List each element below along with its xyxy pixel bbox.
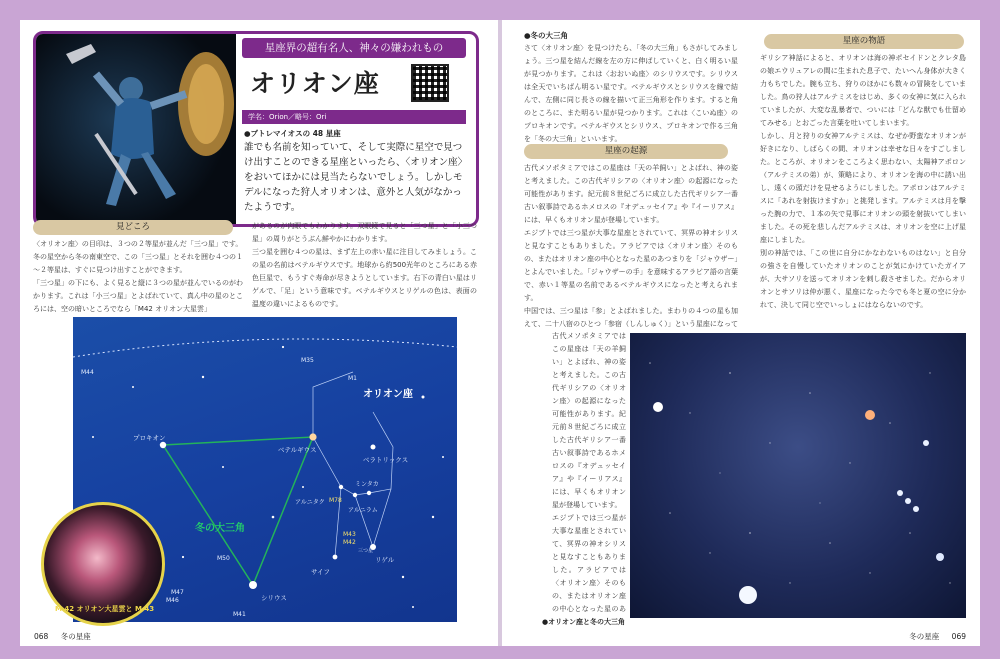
star-label-alnilam: アルニラム	[348, 507, 378, 514]
star-label-bellatrix: ベラトリックス	[363, 456, 409, 464]
story-text: ギリシア神話によると、オリオンは海の神ポセイドンとクレタ島の娘エウリュアレの間に生まれた息子で、たいへん身体が大きく力もちでした。腕も立ち、狩りのほかにも数々の冒険をしていました。鳥の狩人はアルテミスをはじめ、多くの女神に気に入られていましたが、大変な乱暴者で、ついには「どんな獣でも仕留めてみせる」とおごった言葉を吐いてしまいます。 しかし、月と狩りの女神アルテミスは、なぜか野蛮なオリオンが好きになり、しばらくの間、オリオンは幸せな日々をすごしました。ところが、オリオンをこころよく思わない、太陽神アポロン（アルテミスの弟）が、策略により、オリオンを海の中に誘い出し、遠くの頭だけを見せるようにしました。アポロンはアルテミスに「あれを射抜けますか」と挑発します。アルテミスは月を撃った腕の力で、１本の矢で見事にオリオンの頭を射抜いてしまいました。その死を悲しんだアルテミスは、オリオンを空に上げ星座にしました。 別の神話では、「この世に自分にかなわないものはない」と自分の強さを自慢していたオリオンのことが気にかけていたガイアが、大サソリを送ってオリオンを刺し殺させました。だからオリオンとサソリは仲が悪く、星座になった今でも冬と夏の空に分かれて、決して同じ空でいっしょにはならないのです。	[760, 54, 966, 309]
section-heading-story: 星座の物語	[764, 34, 964, 49]
midokoro-column-2: があるのが肉眼でもわかります。双眼鏡で見ると「三つ星」と「小三つ星」の周りがとうぶん鮮やかにわかります。 三つ星を囲む４つの星は、まず左上の赤い星に注目してみましょう。この星の名前はベテルギウスです。地球から約500光年のところにある赤色巨星で、もうすぐ寿命が尽きようとしています。右下の青白い星はリゲルで、「足」という意味です。ベテルギウスとリゲルの色は、表面の温度の違いによるものです。	[252, 222, 477, 308]
section-name: 冬の星座	[60, 632, 91, 641]
ptolemy-note: ●プトレマイオスの 48 星座	[244, 129, 341, 138]
page-folio-left	[34, 631, 91, 642]
constellation-label: オリオン座	[363, 389, 413, 400]
orion-hunter-illustration	[36, 34, 236, 224]
messier-label-m50: M50	[217, 555, 230, 562]
section-heading-origin: 星座の起源	[524, 144, 728, 159]
star-label-betelgeuse: ベテルギウス	[278, 446, 317, 454]
intro-text: 誰でも名前を知っていて、そして実際に星空で見つけ出すことのできる星座といったら、〈オリオン座〉をおいてほかには見当たらないでしょう。しかしモデルになった狩人オリオンは、意外と人気がなかったようです。	[244, 142, 468, 213]
star-label-sirius: シリウス	[261, 594, 287, 602]
left-page	[20, 20, 498, 646]
star-label-mintaka: ミンタカ	[355, 481, 379, 488]
star-label-rigel: リゲル	[375, 556, 395, 564]
page-number: 068	[34, 632, 49, 641]
scientific-name-band: 学名：Orion／略号：Ori	[242, 110, 466, 124]
starfield-svg	[630, 333, 966, 618]
page-number: 069	[951, 632, 966, 641]
inset-caption: M 42 オリオン大星雲と M 43	[55, 605, 155, 613]
messier-label-m78: M78	[329, 497, 342, 504]
header-subtitle: 星座界の超有名人、神々の嫌われもの	[242, 38, 466, 58]
star-label-procyon: プロキオン	[133, 434, 166, 442]
messier-label-m44: M44	[81, 369, 94, 376]
messier-label-m1: M1	[348, 375, 357, 382]
page-folio-right	[909, 631, 966, 642]
photo-caption: ●オリオン座と冬の大三角	[542, 618, 626, 626]
messier-label-m42: M42	[343, 539, 356, 546]
qr-code-icon[interactable]	[411, 64, 449, 102]
header-card	[33, 31, 479, 227]
winter-triangle-text: さて〈オリオン座〉を見つけたら、「冬の大三角」もさがしてみましょう。三つ星を結んだ線を左の方に伸ばしていくと、白く明るい星が見つかります。これは〈おおいぬ座〉のシリウスです。シリウスは全天でいちばん明るい星です。ベテルギウスとシリウスを線で結んで、左側に同じ長さの線を描いて正三角形を作ります。すると角のところに、また明るい星が見つかります。これは〈こいぬ座〉のプロキオンです。ベテルギウスとシリウス、プロキオンで作る三角を「冬の大三角」といいます。	[524, 44, 738, 142]
winter-triangle-heading: ●冬の大三角	[524, 31, 569, 40]
winter-triangle-label: 冬の大三角	[195, 523, 245, 534]
origin-text-top: 古代メソポタミアではこの星座は「天の羊飼い」とよばれ、神の姿と考えました。この古代ギリシアの〈オリオン座〉の起源になった可能性があります。紀元前８世紀ごろに成立した古代ギリシア一番古い叙事詩であるホメロスの『オデュッセイア』や『イーリアス』には、早くもオリオン星が登場しています。 エジプトでは三つ星が大事な星座とされていて、冥界の神オシリスと見なすこともありました。アラビアでは〈オリオン座〉そのもの、またはオリオン座の中心となった星のあつまりを「ジャウザー」とよんでいました。「ジャウザーの手」を意味するアラビア語の言葉で、赤い１等星の名前であるベテルギウスになったと考えられます。 中国では、三つ星は「参」とよばれました。まわりの４つの星も加えて、二十八宿のひとつ「参宿（しんしゅく）」という星座になって	[524, 164, 738, 328]
origin-text-narrow: 古代メソポタミアではこの星座は「天の羊飼い」とよばれ、神の姿と考えました。この古代ギリシアの〈オリオン座〉の起源になった可能性があります。紀元前８世紀ごろに成立した古代ギリシア一番古い叙事詩であるホメロスの『オデュッセイア』や『イーリアス』には、早くもオリオン星が登場しています。 エジプトでは三つ星が大事な星座とされていて、冥界の神オシリスと見なすこともありました。アラビアでは〈オリオン座〉そのもの、またはオリオン座の中心となった星のあ	[552, 332, 626, 612]
section-heading-midokoro: 見どころ	[33, 220, 233, 235]
messier-label-m35: M35	[301, 357, 314, 364]
messier-label-m46: M46	[166, 597, 179, 604]
orion-winter-triangle-photo	[630, 333, 966, 618]
star-label-saiph: サイフ	[311, 568, 330, 576]
messier-label-m43: M43	[343, 531, 356, 538]
messier-label-m41: M41	[233, 611, 246, 618]
page-title: オリオン座	[250, 69, 380, 98]
right-page	[502, 20, 980, 646]
orion-figure-icon	[36, 34, 236, 224]
winter-triangle-shape	[163, 437, 313, 585]
small-label-three-stars: 三つ星	[358, 548, 374, 554]
section-name: 冬の星座	[909, 632, 940, 641]
midokoro-column-1: 〈オリオン座〉の目印は、３つの２等星が並んだ「三つ星」です。 冬の星空から冬の南東空で、この「三つ星」とそれを囲む４つの１～２等星は、すぐに見つけ出すことができます。 「三つ星」の下にも、よく見ると縦に３つの星が並んでいるのがわかります。これは「小三つ星」とよばれていて、真ん中の星のところには、空の暗いところでなら「M42 オリオン大星雲」	[33, 240, 243, 313]
messier-label-m47: M47	[171, 589, 184, 596]
star-label-alnitak: アルニタク	[295, 499, 325, 506]
